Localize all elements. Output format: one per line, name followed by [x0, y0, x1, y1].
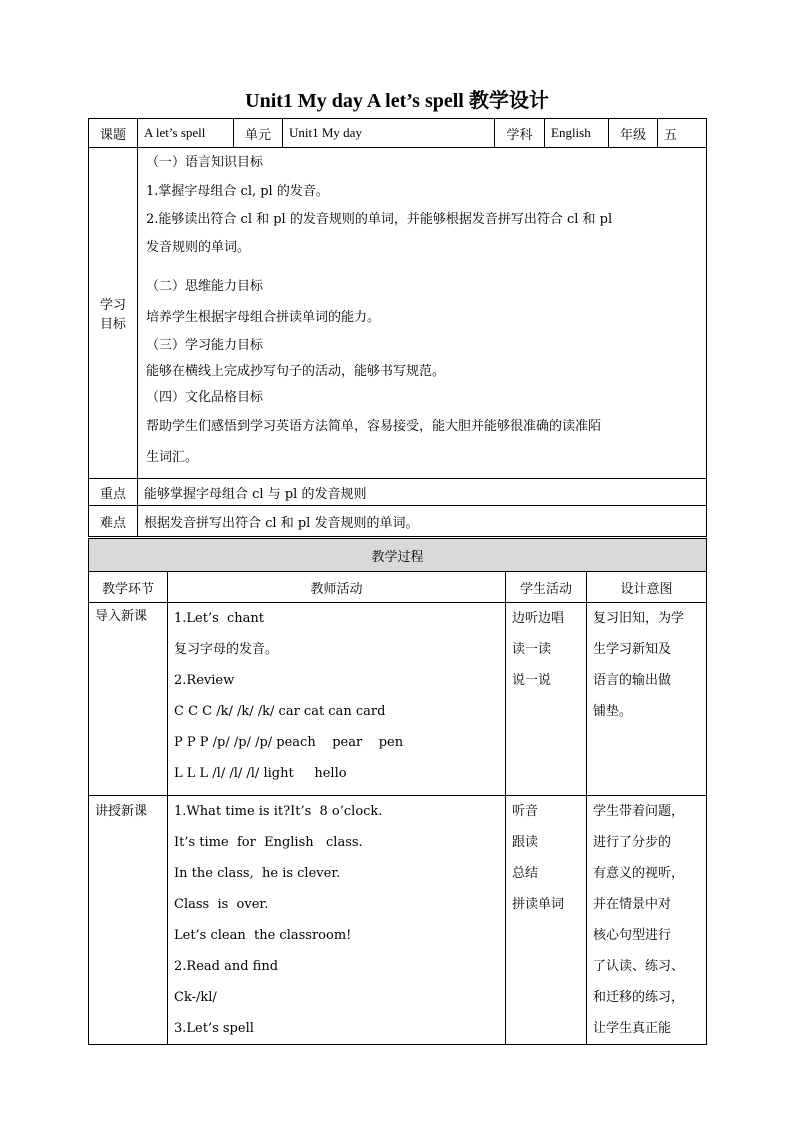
key-point-row	[89, 479, 707, 506]
stage-text: 讲授新课	[95, 804, 148, 819]
student-line: 听音	[512, 804, 539, 819]
teacher-line: C C C /k/ /k/ /k/ car cat can card	[174, 704, 386, 719]
keti-value: A let’s spell	[138, 119, 234, 148]
goals-label-line1: 学习	[99, 298, 126, 313]
info-table	[88, 118, 707, 537]
goal-line: 发音规则的单词。	[146, 240, 251, 255]
intent-line: 语言的输出做	[593, 673, 672, 688]
goal-line: （四）文化品格目标	[146, 390, 264, 405]
xueke-value: English	[545, 119, 609, 148]
intent-line: 有意义的视听，	[593, 866, 685, 881]
xueke-label: 学科	[495, 119, 545, 148]
intent-line: 了认读、练习、	[593, 959, 685, 974]
teacher-line: Let’s clean the classroom!	[174, 928, 352, 943]
intent-line: 生学习新知及	[593, 642, 672, 657]
teacher-line: 3.Let’s spell	[174, 1021, 254, 1036]
process-row-new	[89, 796, 707, 1045]
student-line: 边听边唱	[512, 611, 565, 626]
document-title: Unit1 My day A let’s spell 教学设计	[245, 90, 549, 112]
teacher-line: Class is over.	[174, 897, 269, 912]
goal-line: 帮助学生们感悟到学习英语方法简单，容易接受，能大胆并能够很准确的读准陌	[146, 419, 602, 434]
process-header-row	[89, 539, 707, 572]
intent-line: 让学生真正能	[593, 1021, 672, 1036]
danyuan-label: 单元	[234, 119, 283, 148]
goal-line: （三）学习能力目标	[146, 338, 264, 353]
teacher-line: L L L /l/ /l/ /l/ light hello	[174, 766, 347, 781]
goal-line: 1.掌握字母组合 cl, pl 的发音。	[146, 184, 329, 199]
goal-line: 2.能够读出符合 cl 和 pl 的发音规则的单词，并能够根据发音拼写出符合 cl 和 pl	[146, 212, 613, 227]
key-point-label: 重点	[89, 479, 138, 506]
student-cell	[506, 603, 587, 796]
student-line: 拼读单词	[512, 897, 565, 912]
danyuan-value: Unit1 My day	[283, 119, 495, 148]
intent-line: 进行了分步的	[593, 835, 672, 850]
stage-cell	[89, 796, 168, 1045]
column-intent: 设计意图	[587, 572, 707, 603]
info-row	[89, 119, 707, 148]
intent-cell	[587, 603, 707, 796]
process-table	[88, 538, 707, 1045]
column-stage: 教学环节	[89, 572, 168, 603]
process-header: 教学过程	[89, 539, 707, 572]
goal-line: 生词汇。	[146, 450, 199, 465]
intent-line: 和迁移的练习，	[593, 990, 685, 1005]
keti-label: 课题	[89, 119, 138, 148]
difficult-point-label: 难点	[89, 506, 138, 537]
difficult-point-value: 根据发音拼写出符合 cl 和 pl 发音规则的单词。	[138, 506, 707, 537]
student-line: 总结	[512, 866, 539, 881]
teacher-cell	[168, 603, 506, 796]
student-line: 跟读	[512, 835, 539, 850]
teacher-line: 1.What time is it?It’s 8 o’clock.	[174, 804, 383, 819]
column-teacher: 教师活动	[168, 572, 506, 603]
goal-line: 能够在横线上完成抄写句子的活动，能够书写规范。	[146, 364, 446, 379]
goals-label-line2: 目标	[99, 317, 126, 332]
stage-cell: 导入新课	[89, 603, 168, 796]
process-columns-row	[89, 572, 707, 603]
student-line: 读一读	[512, 642, 552, 657]
intent-cell	[587, 796, 707, 1045]
teacher-line: In the class, he is clever.	[174, 866, 341, 881]
difficult-point-row	[89, 506, 707, 537]
process-row-intro	[89, 603, 707, 796]
goal-line: 培养学生根据字母组合拼读单词的能力。	[146, 310, 381, 325]
goals-row	[89, 148, 707, 479]
intent-line: 核心句型进行	[593, 928, 672, 943]
intent-line: 并在情景中对	[593, 897, 672, 912]
goals-label	[89, 148, 138, 479]
goals-content	[138, 148, 707, 479]
teacher-line: 2.Review	[174, 673, 235, 688]
teacher-line: 2.Read and find	[174, 959, 279, 974]
goal-line: （二）思维能力目标	[146, 279, 264, 294]
key-point-value: 能够掌握字母组合 cl 与 pl 的发音规则	[138, 479, 707, 506]
intent-line: 铺垫。	[593, 704, 633, 719]
teacher-line: It’s time for English class.	[174, 835, 363, 850]
teacher-line: 1.Let’s chant	[174, 611, 265, 626]
goal-line: （一）语言知识目标	[146, 155, 264, 170]
column-student: 学生活动	[506, 572, 587, 603]
teacher-line: 复习字母的发音。	[174, 642, 279, 657]
intent-line: 学生带着问题，	[593, 804, 685, 819]
teacher-line: P P P /p/ /p/ /p/ peach pear pen	[174, 735, 404, 750]
intent-line: 复习旧知，为学	[593, 611, 685, 626]
nianji-value: 五	[658, 119, 707, 148]
student-cell	[506, 796, 587, 1045]
teacher-line: Ck-/kl/	[174, 990, 217, 1005]
teacher-cell	[168, 796, 506, 1045]
student-line: 说一说	[512, 673, 552, 688]
nianji-label: 年级	[609, 119, 658, 148]
